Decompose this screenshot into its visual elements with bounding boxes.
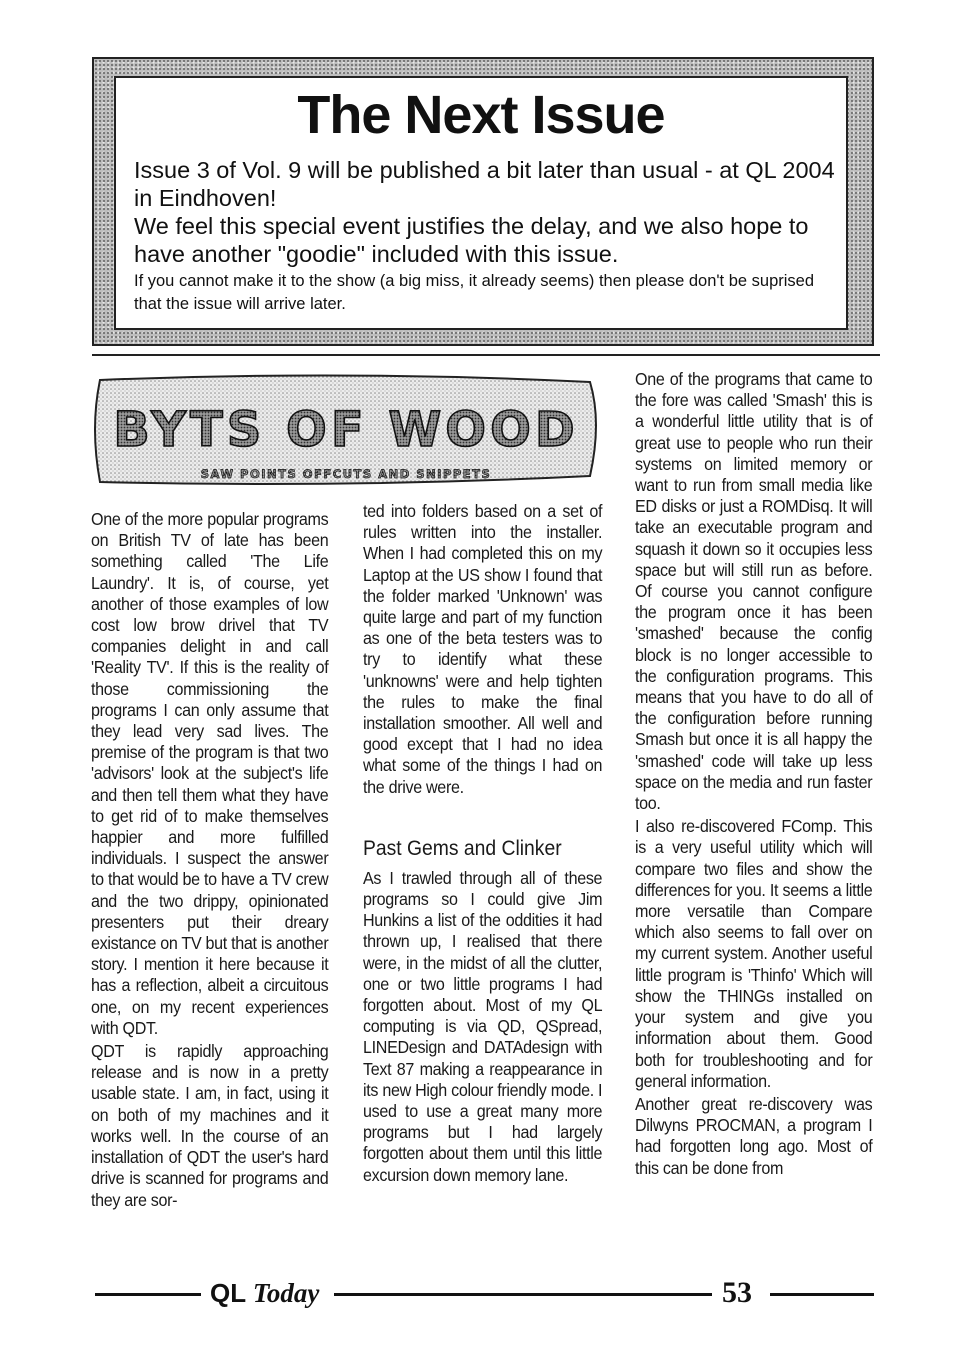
column-3-paragraph-2: I also re-discovered FComp. This is a very useful utility which will compare two files and show the differences for you. It seems a little more versatile than Compare which also seems to fall over on my current system. Another useful little program is 'Thinfo' Which will show the THINGs installed on your system and give you information about them. Good both for troubleshooting and for general information. [635, 816, 873, 1091]
footer-brand [210, 1278, 319, 1309]
column-3 [635, 369, 872, 1179]
announcement-title: The Next Issue [297, 85, 665, 145]
column-1-paragraph-2: QDT is rapidly approaching release and is now in a pretty usable state. I am, in fact, using it on both of my machines and it works well. In the course of an installation of QDT the user's hard drive is scanned for programs and they are sor- [91, 1041, 329, 1210]
top-rule [92, 354, 880, 356]
announcement-line-3: If you cannot make it to the show (a big miss, it already seems) then please don't be suprised that the issue will arrive later. [134, 272, 815, 313]
page-number: 53 [722, 1276, 752, 1309]
column-2 [363, 501, 602, 1186]
column-1-paragraph-1: One of the more popular programs on British TV of late has been something called 'The Life Laundry'. It is, of course, yet another of those examples of low cost low brow drivel that TV companies delight in and call 'Reality TV'. If this is the reality of those commissioning the programs I can only assume that they lead very sad lives. The premise of the program is that two 'advisors' look at the subject's life and then tell them what they have to get rid of to make themselves happier and more fulfilled individuals. I suspect the answer to that would be to have a TV crew and the two drippy, opinionated presenters put their dreary existance on TV but that is another story. I mention it here because it has a reflection, albeit a circuitous one, on my recent experiences with QDT. [91, 509, 329, 1038]
banner-subtitle: SAW POINTS OFFCUTS AND SNIPPETS [200, 467, 492, 481]
announcement-body [134, 156, 836, 316]
section-heading: Past Gems and Clinker [363, 836, 562, 860]
footer-brand-ql: QL [210, 1278, 246, 1308]
footer-brand-today: Today [252, 1278, 320, 1308]
announcement-line-2: We feel this special event justifies the delay, and we also hope to have another "goodie" included with this issue. [134, 213, 809, 267]
footer-rule-left [95, 1293, 201, 1296]
banner-graphic [90, 372, 602, 488]
column-1 [91, 509, 328, 1211]
banner-title: BYTS OF WOOD [113, 402, 579, 458]
column-banner [90, 372, 602, 488]
announcement-box [114, 76, 848, 330]
column-2-paragraph-1: ted into folders based on a set of rules written into the installer. When I had completed this on my Laptop at the US show I found that the folder marked 'Unknown' was quite large and part of my function as one of the beta testers was to try to identify what these 'unknowns' were and help tighten the rules to make the final installation smoother. All well and good except that I had no idea what some of the things I had on the drive were. [363, 501, 603, 797]
column-3-paragraph-1: One of the programs that came to the fore was called 'Smash' this is a wonderful little utility that is of great use to people who run their systems on limited memory or want to run from small media like ED disks or just a ROMDisq. It will take an executable program and squash it down so it occupies less space but will still run as before. Of course you cannot configure the program once it has been 'smashed' because the config block is no longer accessible to the configuration programs. This means that you have to do all of the configuration before running Smash but once it is all happy the 'smashed' code will take up less space on the media and run faster too. [635, 369, 873, 814]
column-3-paragraph-3: Another great re-discovery was Dilwyns PROCMAN, a program I had forgotten long ago. Most of this can be done from [635, 1093, 873, 1178]
footer-rule-right [770, 1293, 874, 1296]
footer-rule-middle [334, 1293, 712, 1296]
announcement-line-1: Issue 3 of Vol. 9 will be published a bit later than usual - at QL 2004 in Eindhoven! [134, 157, 835, 211]
column-2-paragraph-2: As I trawled through all of these programs so I could give Jim Hunkins a list of the oddities it had thrown up, I realised that there were, in the midst of all the clutter, one or two little programs I had forgotten about. Most of my QL computing is via QD, QSpread, LINEDesign and DATAdesign with Text 87 making a reappearance in its new High colour friendly mode. I used to use a great many more programs but I had largely forgotten about them until this little excursion down memory lane. [363, 867, 603, 1185]
